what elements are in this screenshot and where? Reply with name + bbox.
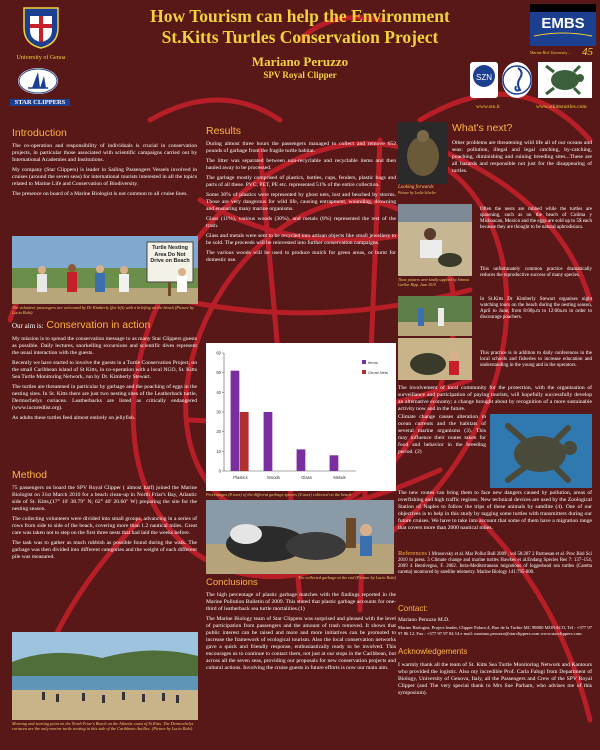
turtle-network-logo bbox=[538, 62, 592, 98]
results-p7: The various woods will be used to produce mulch for green areas, or burnt for domestic use. bbox=[206, 250, 396, 263]
looking-forwards-label: Looking forwards bbox=[398, 185, 434, 190]
title-line-1: How Tourism can help the Environment bbox=[150, 6, 450, 26]
collected-garbage-photo bbox=[206, 500, 394, 574]
turtle-swimming-photo bbox=[490, 414, 592, 488]
szn-url: www.stn.it bbox=[476, 104, 500, 110]
author-name: Mariano Peruzzo bbox=[251, 54, 349, 69]
chart-x-tick-label: Woods bbox=[267, 475, 280, 480]
title-line-2: St.Kitts Turtles Conservation Project bbox=[161, 27, 439, 47]
references-block bbox=[398, 551, 592, 576]
introduction-text bbox=[12, 143, 197, 201]
volunteers-photo bbox=[12, 236, 198, 304]
aim-p4: As adults these turtles feed almost entirely on jellyfish. bbox=[12, 415, 136, 421]
chart-y-tick-label: 60 bbox=[216, 350, 221, 356]
method-p3: The task was to gather as much rubbish as possible found during the walk. The garbage was then divided into different categories and the weight of each different pile was measured. bbox=[12, 540, 197, 560]
nest-robbery-photo bbox=[398, 204, 472, 276]
volunteers-caption bbox=[12, 305, 198, 315]
unfortunate-practice-text: This unfortunately common practice dramatically reduces the reproductive success of many species. bbox=[480, 267, 592, 278]
aim-prefix: Our aim is: bbox=[12, 322, 44, 330]
chart-bar-items bbox=[330, 455, 339, 471]
beach-caption-text: Morning and starting point on the North Friar's Beach on the Atlantic coast of St.Kitts. The Dermochelys coriacea are the only marine turtle nesting in this side of the Caribbean Antilles. bbox=[12, 721, 194, 731]
climate-change-text: Climate change causes alteration in ocean currents and the habitats of several marine organisms (3). This may influence their routes taken for food and behavior in the breeding period. (2) bbox=[398, 414, 486, 455]
night-watch-photo-2 bbox=[398, 338, 472, 380]
method-heading: Method bbox=[12, 469, 48, 481]
contact-heading: Contact: bbox=[398, 604, 428, 613]
conclusions-p1: The high percentage of plastic garbage matches with the findings reported in the Marine Pollution Bulletin of 2009. This stated that plastic garbage accounts for one-third of leatherback sea turtle mortalities.(1) bbox=[206, 592, 396, 612]
chart-bar-items bbox=[264, 412, 273, 471]
aim-text bbox=[12, 336, 197, 425]
chart-legend-swatch bbox=[362, 370, 366, 374]
chart-caption: Percentages (8 axes) of the different garbage species (4 axes) collected on the beach bbox=[206, 492, 352, 497]
method-text bbox=[12, 485, 197, 564]
university-genoa-caption: University of Genoa bbox=[16, 55, 66, 61]
garbage-credit: (Picture by Lucio Rubi) bbox=[355, 575, 396, 580]
contact-details: Marine Biologist, Project leader, Clipper Palace,4, Rue de la Turbie MC 98000 MONACO, Tel : +377 97 97 86 12, Fax : +377 97 97 84 14 e mail: mariano.peruzzo@starclippers.com www.starclippers.com bbox=[398, 625, 592, 636]
garbage-chart-svg bbox=[206, 343, 396, 491]
kimberly-tours-text: In St.Kitts Dr Kimberly Stewart organises night watching tours on the beach during the nesting season, April to June, from 8:00p.m to 12:00a.m in order to discourage poachers. bbox=[480, 297, 592, 320]
chart-x-tick-label: Glass bbox=[301, 475, 312, 480]
references-heading: References bbox=[398, 550, 427, 557]
practice-addition-text: This practice is in addition to daily conferences in the local schools and fisheries to increase education and understanding in the young and in the operators. bbox=[480, 351, 592, 368]
chart-y-tick-label: 0 bbox=[218, 468, 221, 474]
conclusions-p2: The Marine Biology team of Star Clippers was surprised and pleased with the level of participation from passengers and the amount of trash removed. It shows that public interest can be raised and more and more initiatives can be promoted to increase the framework of ecological tourism. Also the local conservation networks gave a quick and friendly response, enthusiastically ready to be involved. This encourages us to continue to contact them, not just at our stops in the Caribbean, but across all the seven seas, providing our proposals for new conservation projects and cultural actions. Involving the cruise guests in future efforts is now our main aim. bbox=[206, 616, 396, 671]
aim-p2: Recently we have started to involve the guests in a Turtle Conservation Project, on the small Caribbean island of St Kitts, in co-operation with a local NGO, St. Kitts Sea Turtle Monitoring Network, run by Dr. Kimberly Stewart. bbox=[12, 360, 197, 380]
results-p2: The litter was separated between non-recyclable and recyclable items and then hauled away to be processed. bbox=[206, 158, 396, 171]
volunteers-credit: (Picture by Lucio Rubi) bbox=[12, 305, 194, 315]
poster-title bbox=[110, 6, 490, 48]
turtle-sign-text: Turtle Nesting Area Do Not Drive on Beach bbox=[150, 245, 190, 264]
chart-y-tick-label: 30 bbox=[216, 409, 221, 415]
whats-next-p1: Other problems are threatening wild life all of our oceans and seas: pollution, illegal and legal catching, by-catching, poaching, diminishing and ruining breeding sites...These are all hazards and responsible not just for the disappearing of turtles. bbox=[452, 140, 592, 174]
acknowledgements-text: I warmly thank all the team of St. Kitts Sea Turtle Monitoring Network and Kantours who provided the logistic. Also my incredible Prof. Carla Falugi from Department of Biology, University of Genova, Italy, all the Passengers and Crew of the SPV Royal Clipper (and The very special thank to Mrs Sue Parham, who advises me of this symposium). bbox=[398, 662, 592, 696]
chart-y-tick-label: 10 bbox=[216, 448, 221, 454]
svg-text:SZN: SZN bbox=[476, 73, 492, 82]
chart-y-tick-label: 20 bbox=[216, 429, 221, 435]
szn-logo bbox=[470, 62, 498, 98]
results-p3: The garbage mostly comprised of plastics, bottles, cups, fenders, plastic bags and parts of all these. PVC, PET, PE etc. represented 51% of the entire collection. bbox=[206, 175, 396, 188]
nests-robbed-text: Often the nests are robbed while the turtles are spawning, such as on the beach of Colima y Michoacan, Mexico and the eggs are sold up to 5$ each because they are thought to be natural aphrodisiacs. bbox=[480, 207, 592, 230]
garbage-chart bbox=[206, 343, 396, 491]
chart-bar-ghost-nets bbox=[240, 412, 249, 471]
chart-bar-items bbox=[231, 371, 240, 471]
introduction-p2: My company (Star Clippers) is leader in Sailing Passengers Vessels involved in cruises (around the seven seas) for international tourists interested in all the topics related to Marine Life and Conservation of Biodiversity. bbox=[12, 167, 197, 187]
community-involvement-text: The involvement of local community for the protection, with the organisation of surveillance and participation of paying tourists, will hopefully successfully develop an alternative economy; a change brought about by recognition of a more sustainable activity now and in the future. bbox=[398, 385, 592, 412]
conclusions-heading: Conclusions bbox=[206, 577, 258, 588]
chart-legend-label: Items bbox=[368, 360, 378, 365]
chart-x-tick-label: Plastics bbox=[233, 475, 248, 480]
introduction-p3: The presence on board of a Marine Biologist is not common to all cruise lines. bbox=[12, 191, 188, 197]
seahorse-logo bbox=[502, 62, 532, 98]
results-text bbox=[206, 141, 396, 267]
nest-photo-caption: These pictures were kindly supplied by Simona Cuellar Hipp, June 2010 bbox=[398, 278, 470, 287]
beach-caption bbox=[12, 721, 198, 731]
chart-legend-label: Ghost Nets bbox=[368, 370, 389, 375]
conclusions-text bbox=[206, 592, 396, 675]
night-watch-photo-1 bbox=[398, 296, 472, 336]
embs-caption: Marine Biol University ... bbox=[530, 50, 572, 55]
chart-bar-items bbox=[297, 449, 306, 471]
aim-heading bbox=[12, 319, 150, 331]
aim-p1: My mission is to spread the conservation message to as many Star Clippers guests as possible. Daily lectures, snorkelling excursions and scientific dives represent the usual interaction with the guests. bbox=[12, 336, 197, 356]
chart-legend-swatch bbox=[362, 360, 366, 364]
new-routes-text: The new routes can bring them to face new dangers caused by pollution, areas of overfishing and high traffic regions. New technical devices are used by the Zoological Station of Naples to follow the trips of these animals by satellite (4). One of our objectives is to help in this study by tagging some turtles with transmitters during our future cruises. We have to take into account that some of them have a migration range that covers more than 2000 nautical miles. bbox=[398, 490, 592, 531]
chart-x-tick-label: Metals bbox=[333, 475, 346, 480]
university-genoa-logo bbox=[20, 4, 62, 50]
contact-name: Mariano Peruzzo M.D. bbox=[398, 617, 450, 623]
embs-text: EMBS bbox=[541, 15, 585, 32]
volunteers-caption-text: The volunteer passengers are welcomed by Dr Kimberly (far left) with a briefing on the beach bbox=[12, 305, 174, 310]
results-p6: Glass and metals were sent to be recycled into artisan objects like small jewellery to be sold. The proceeds will be reinvested into further conservation campaigns. bbox=[206, 233, 396, 246]
whats-next-heading: What's next? bbox=[452, 122, 513, 134]
results-heading: Results bbox=[206, 125, 242, 137]
stkitts-url: www.stkittsturtles.com bbox=[536, 104, 587, 110]
method-p2: The collecting volunteers were divided into small groups, advancing in a series of rows from side to side of the beach, covering more than 1.2 nautical miles. Great care was taken not to step on the first three nests that had laid the weeks before. bbox=[12, 516, 197, 536]
star-clippers-logo bbox=[18, 68, 58, 94]
aim-title: Conservation in action bbox=[46, 319, 151, 331]
introduction-heading: Introduction bbox=[12, 127, 67, 139]
results-p5: Glass (11%), various woods (30%), and metals (8%) represented the rest of the trash. bbox=[206, 216, 396, 229]
chart-y-tick-label: 40 bbox=[216, 389, 221, 395]
looking-forwards-credit: Picture by Leslie Scheler bbox=[398, 191, 436, 195]
garbage-caption-text: The collected garbage at the end bbox=[297, 575, 355, 580]
star-clippers-caption: STAR CLIPPERS bbox=[10, 99, 70, 106]
references-text: 1 Mrosovsky et al. Mar Pollut Bull 2009 , vol 58:287 2 Parmesan et al. Proc Biol Sci 2010 in press. 3 Climate change and marine turtles Hawkes et al.Endang Species Res 7: 137–154, 2009 4 Bentivegna, F. 2002. Intra-Mediterranean migrations of loggerhead sea turtles (Caretta caretta) monitored by satellite telemetry. Marine Biology 141:795-800. bbox=[398, 552, 592, 575]
garbage-caption bbox=[290, 575, 396, 580]
embs-logo bbox=[530, 4, 596, 46]
introduction-p1: The co-operation and responsibility of individuals is crucial in conservation projects, in particular those associated with scientific campaigns carried out by International Academies and Institutions. bbox=[12, 143, 197, 163]
acknowledgements-heading: Acknowledgements bbox=[398, 647, 468, 656]
looking-forwards-photo bbox=[398, 122, 448, 184]
results-p1: During almost three hours the passengers managed to collect and remove 652 pounds of garbage from the fragile turtle habitat. bbox=[206, 141, 396, 154]
embs-number: 45 bbox=[582, 46, 593, 58]
beach-photo bbox=[12, 632, 198, 720]
aim-p3: The turtles are threatened in particular by garbage and the poaching of eggs in the nesting sites. In St. Kitts there are just two nesting sites of the Leatherback turtle, Dermochelys coriacea. Leatherbacks are listed as critically endangered (www.iucnredlist.org). bbox=[12, 384, 197, 411]
method-p1: 75 passengers on board the SPV Royal Clipper ( almost half) joined the Marine Biologist on 31st March 2010 for a beach clean-up in North Friar's Bay, Atlantic side of St. Kitts,(17° 16' 38.79" N; 62° 40' 20.60" W) preparing the site for the nesting season. bbox=[12, 485, 197, 512]
affiliation: SPV Royal Clipper bbox=[263, 70, 337, 80]
chart-y-tick-label: 50 bbox=[216, 370, 221, 376]
beach-credit: (Picture by Lucio Rubi) bbox=[151, 726, 193, 731]
results-p4: Some 30% of plastics were represented by ghost nets, lost and beached by storms. Those are very dangerous for wild life, causing entrapment, wounding, drowning and ensnaring many marine organisms. bbox=[206, 192, 396, 212]
